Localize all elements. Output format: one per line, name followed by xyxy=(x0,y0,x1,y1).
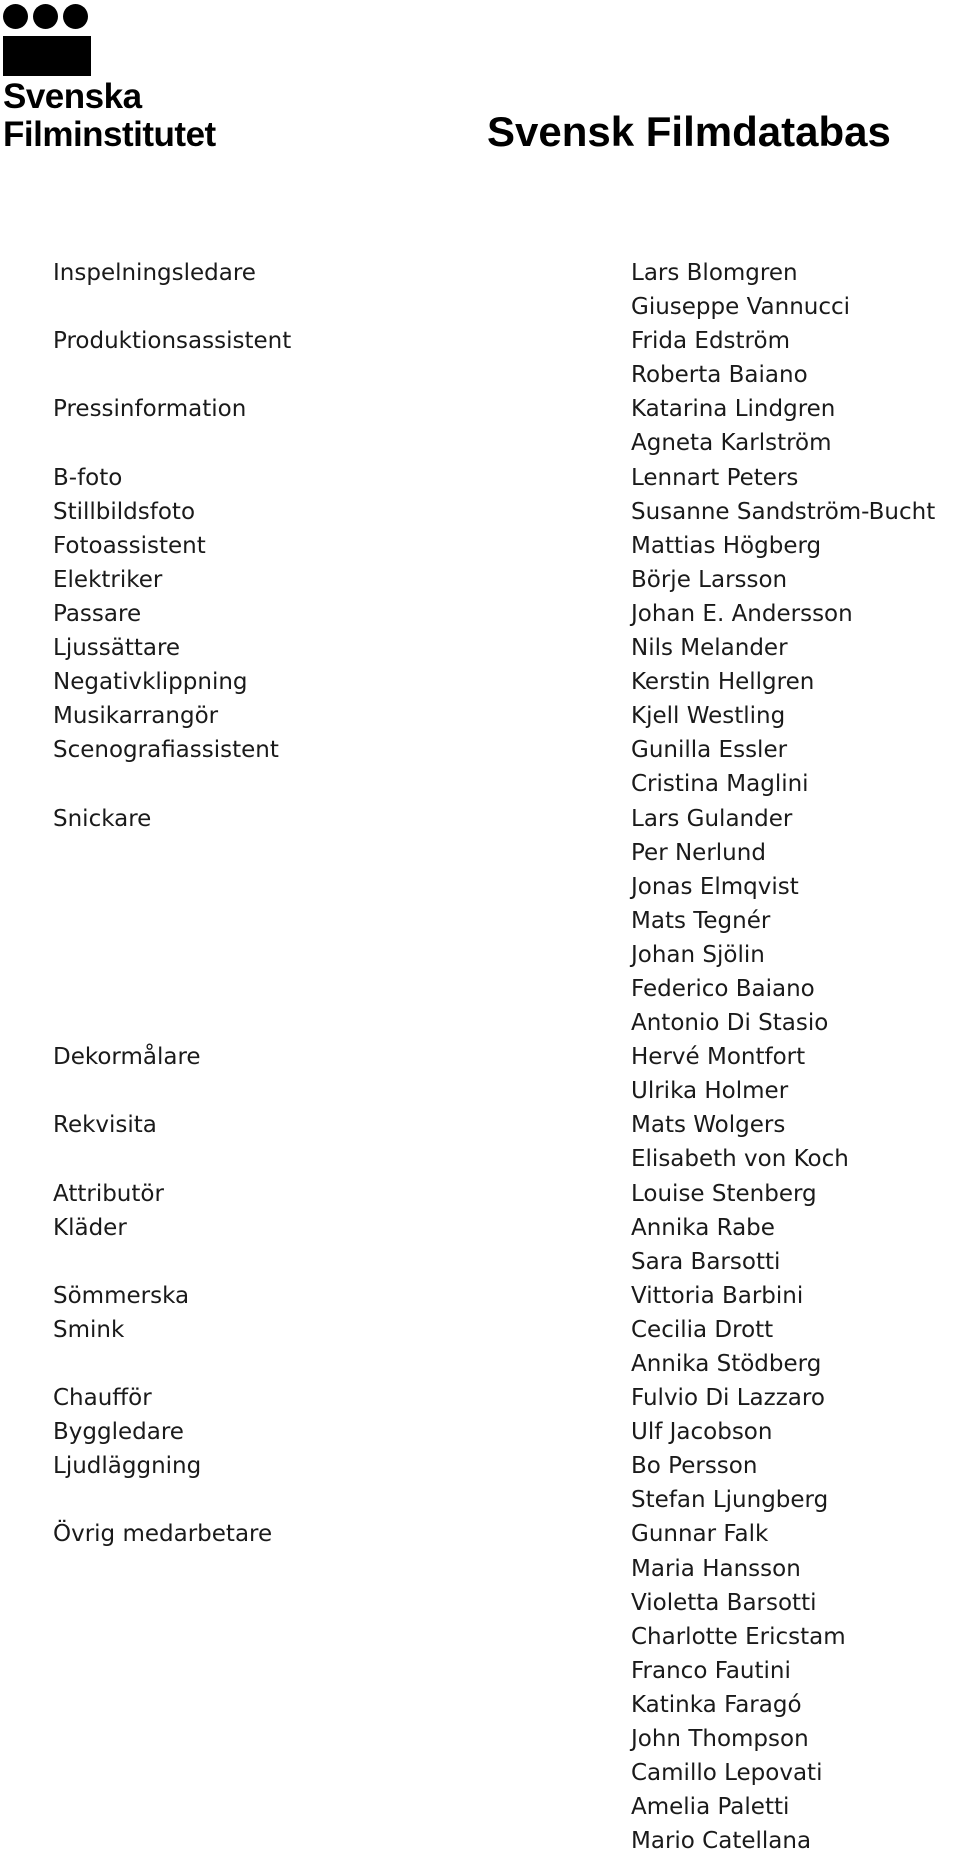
credit-row xyxy=(0,699,960,733)
credit-row xyxy=(0,904,960,938)
credit-person: Mats Wolgers xyxy=(631,1112,786,1139)
credit-row xyxy=(0,1620,960,1654)
credit-person: Antonio Di Stasio xyxy=(631,1010,829,1037)
credit-person: Agneta Karlström xyxy=(631,430,832,457)
credit-person: Jonas Elmqvist xyxy=(631,873,799,900)
credit-row xyxy=(0,938,960,972)
credit-row xyxy=(0,495,960,529)
credit-row xyxy=(0,1824,960,1858)
credit-row xyxy=(0,358,960,392)
logo-dot xyxy=(33,4,58,29)
credit-role: Kläder xyxy=(53,1214,127,1241)
credit-person: Johan Sjölin xyxy=(631,941,765,968)
credit-person: John Thompson xyxy=(631,1726,809,1753)
credit-person: Hervé Montfort xyxy=(631,1044,806,1071)
credit-row xyxy=(0,597,960,631)
credit-person: Johan E. Andersson xyxy=(631,600,853,627)
credit-person: Fulvio Di Lazzaro xyxy=(631,1385,825,1412)
credit-person: Maria Hansson xyxy=(631,1555,801,1582)
credit-person: Lars Blomgren xyxy=(631,260,798,286)
credit-role: Sömmerska xyxy=(53,1282,190,1309)
credit-row xyxy=(0,1722,960,1756)
credit-row xyxy=(0,1790,960,1824)
credit-role: Negativklippning xyxy=(53,669,248,696)
credit-role: Byggledare xyxy=(53,1419,184,1446)
credits-list xyxy=(0,256,960,1858)
credit-role: Ljudläggning xyxy=(53,1453,202,1480)
credit-role: Pressinformation xyxy=(53,396,247,423)
credit-person: Louise Stenberg xyxy=(631,1180,817,1207)
credit-row xyxy=(0,1483,960,1517)
credit-row xyxy=(0,1177,960,1211)
logo-line-2: Filminstitutet xyxy=(3,115,216,154)
logo-line-1: Svenska xyxy=(3,77,142,116)
credit-row xyxy=(0,1552,960,1586)
credit-person: Mattias Högberg xyxy=(631,532,822,559)
credit-role: Inspelningsledare xyxy=(53,260,256,286)
credit-row xyxy=(0,256,960,290)
credit-role: Elektriker xyxy=(53,566,163,593)
credit-row xyxy=(0,1074,960,1108)
credit-row xyxy=(0,1108,960,1142)
credit-person: Annika Stödberg xyxy=(631,1351,822,1377)
credit-person: Kjell Westling xyxy=(631,703,786,730)
credit-person: Annika Rabe xyxy=(631,1214,775,1241)
credit-person: Börje Larsson xyxy=(631,566,788,593)
credit-row xyxy=(0,1279,960,1313)
credit-row xyxy=(0,1142,960,1176)
credit-person: Sara Barsotti xyxy=(631,1248,781,1275)
logo-block xyxy=(3,36,91,76)
credit-person: Federico Baiano xyxy=(631,975,815,1002)
credit-row xyxy=(0,1245,960,1279)
credit-role: Smink xyxy=(53,1316,125,1343)
credit-role: Fotoassistent xyxy=(53,532,206,559)
credit-row xyxy=(0,563,960,597)
credit-person: Katarina Lindgren xyxy=(631,396,836,423)
credit-row xyxy=(0,1586,960,1620)
credit-role: Rekvisita xyxy=(53,1112,157,1139)
credit-person: Vittoria Barbini xyxy=(631,1282,804,1309)
credit-role: Scenografiassistent xyxy=(53,737,279,764)
credit-person: Cristina Maglini xyxy=(631,771,809,798)
credit-row xyxy=(0,802,960,836)
credit-role: B-foto xyxy=(53,464,123,491)
credit-row xyxy=(0,392,960,426)
credit-row xyxy=(0,1347,960,1381)
credit-row xyxy=(0,461,960,495)
credit-role: Produktionsassistent xyxy=(53,328,292,355)
credit-role: Stillbildsfoto xyxy=(53,498,196,525)
credit-person: Giuseppe Vannucci xyxy=(631,294,851,321)
credit-role: Snickare xyxy=(53,805,152,832)
credit-person: Charlotte Ericstam xyxy=(631,1623,846,1650)
credit-person: Per Nerlund xyxy=(631,839,766,866)
credit-person: Amelia Paletti xyxy=(631,1794,790,1821)
credit-person: Elisabeth von Koch xyxy=(631,1146,849,1173)
credit-row xyxy=(0,1688,960,1722)
page-title: Svensk Filmdatabas xyxy=(487,108,891,155)
credit-person: Roberta Baiano xyxy=(631,362,808,389)
credit-person: Kerstin Hellgren xyxy=(631,669,815,696)
logo-dot xyxy=(63,4,88,29)
credit-row xyxy=(0,1517,960,1551)
credit-person: Frida Edström xyxy=(631,328,790,355)
credit-person: Cecilia Drott xyxy=(631,1316,774,1343)
credit-row xyxy=(0,1449,960,1483)
credit-row xyxy=(0,1381,960,1415)
credit-row xyxy=(0,1040,960,1074)
credit-person: Lennart Peters xyxy=(631,464,799,491)
credit-role: Passare xyxy=(53,600,142,627)
credit-row xyxy=(0,1654,960,1688)
credit-person: Bo Persson xyxy=(631,1453,758,1480)
credit-row xyxy=(0,1756,960,1790)
credit-person: Stefan Ljungberg xyxy=(631,1487,829,1514)
credit-role: Ljussättare xyxy=(53,635,181,662)
svenska-filminstitutet-logo xyxy=(0,0,260,160)
credit-role: Chaufför xyxy=(53,1385,152,1412)
logo-dot xyxy=(3,4,28,29)
credit-row xyxy=(0,665,960,699)
credit-person: Ulf Jacobson xyxy=(631,1419,773,1446)
credit-row xyxy=(0,1006,960,1040)
credit-row xyxy=(0,1313,960,1347)
credit-person: Camillo Lepovati xyxy=(631,1760,823,1787)
credit-row xyxy=(0,733,960,767)
credit-person: Violetta Barsotti xyxy=(631,1589,817,1616)
credit-row xyxy=(0,767,960,801)
credit-row xyxy=(0,836,960,870)
credit-person: Mats Tegnér xyxy=(631,907,771,934)
credit-person: Nils Melander xyxy=(631,635,788,662)
credit-role: Övrig medarbetare xyxy=(53,1521,273,1548)
credit-row xyxy=(0,631,960,665)
credit-row xyxy=(0,529,960,563)
credit-person: Lars Gulander xyxy=(631,805,793,832)
credit-role: Musikarrangör xyxy=(53,703,219,730)
credit-person: Gunilla Essler xyxy=(631,737,788,764)
credit-row xyxy=(0,1211,960,1245)
credit-row xyxy=(0,426,960,460)
credit-person: Mario Catellana xyxy=(631,1828,812,1855)
credit-role: Attributör xyxy=(53,1180,164,1207)
credit-row xyxy=(0,972,960,1006)
credit-person: Gunnar Falk xyxy=(631,1521,769,1548)
credit-role: Dekormålare xyxy=(53,1044,201,1071)
credit-person: Franco Fautini xyxy=(631,1657,791,1684)
credit-person: Katinka Faragó xyxy=(631,1691,802,1718)
credit-person: Susanne Sandström-Bucht xyxy=(631,498,936,525)
credit-row xyxy=(0,870,960,904)
credit-person: Ulrika Holmer xyxy=(631,1078,789,1105)
credit-row xyxy=(0,1415,960,1449)
credit-row xyxy=(0,324,960,358)
credit-row xyxy=(0,290,960,324)
